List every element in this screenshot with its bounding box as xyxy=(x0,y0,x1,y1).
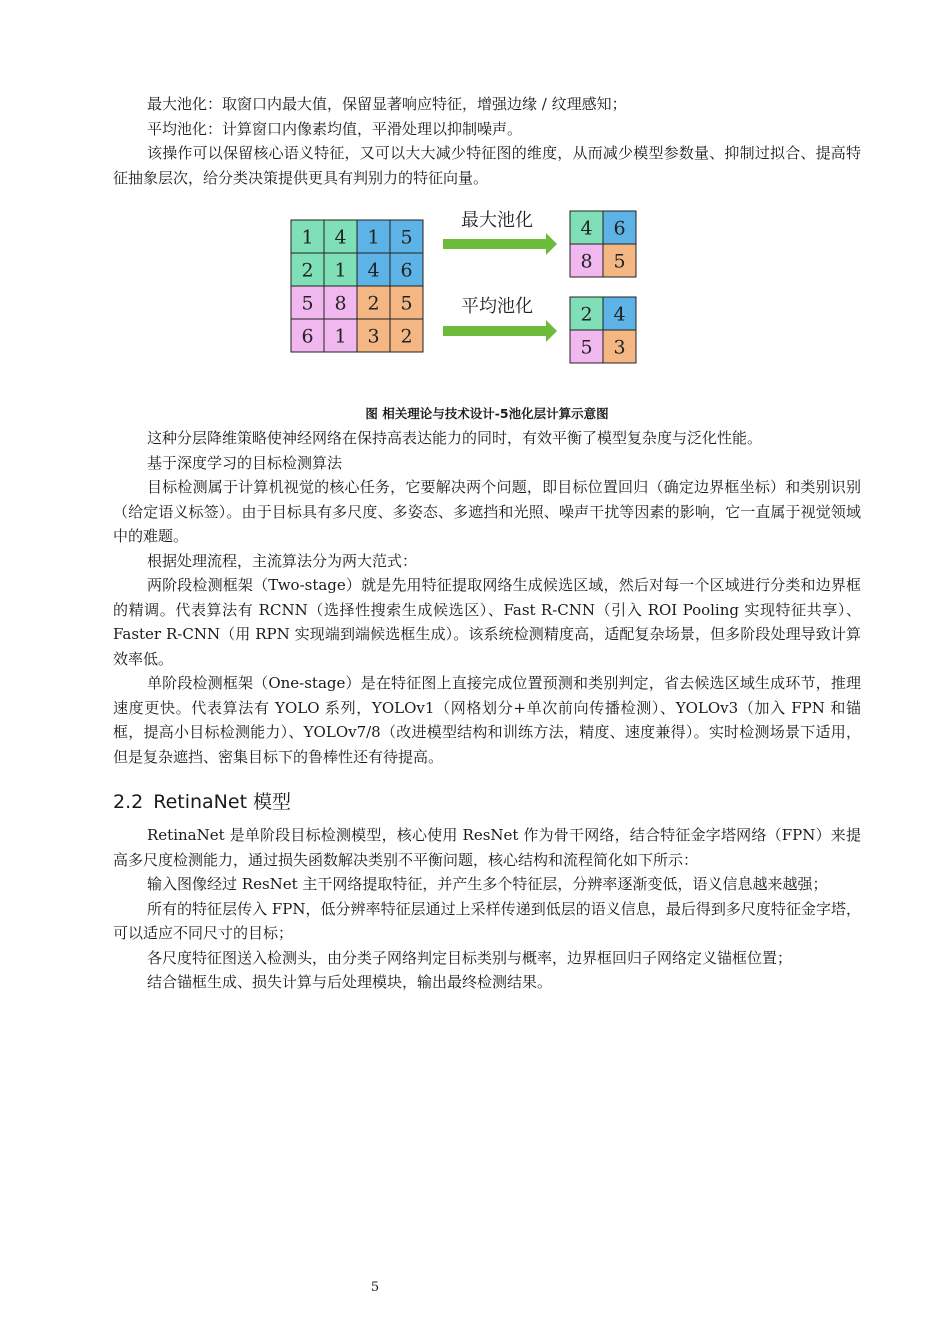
avg-pool-label: 平均池化 xyxy=(461,296,533,317)
grid-cell xyxy=(324,319,357,352)
grid-cell-value: 6 xyxy=(400,259,413,282)
grid-cell-value: 5 xyxy=(301,292,314,315)
pooling-figure xyxy=(280,205,660,375)
page-number: 5 xyxy=(370,1280,380,1295)
grid-cell xyxy=(357,286,390,319)
grid-cell-value: 8 xyxy=(334,292,347,315)
avg-pool-arrow xyxy=(443,320,557,342)
grid-cell xyxy=(291,319,324,352)
grid-cell xyxy=(291,220,324,253)
grid-cell xyxy=(324,286,357,319)
max-pool-output-grid xyxy=(570,211,636,277)
grid-cell-value: 1 xyxy=(367,226,380,249)
text-block-pooling xyxy=(113,92,861,190)
grid-cell-value: 4 xyxy=(367,259,380,282)
grid-cell xyxy=(603,244,636,277)
grid-cell xyxy=(570,297,603,330)
grid-cell-value: 2 xyxy=(580,303,593,326)
paragraph: 最大池化：取窗口内最大值，保留显著响应特征，增强边缘 / 纹理感知； xyxy=(147,95,627,113)
grid-cell-value: 2 xyxy=(400,325,413,348)
paragraph: 两阶段检测框架（Two-stage）就是先用特征提取网络生成候选区域，然后对每一个区域进行分类和边界框的精调。代表算法有 RCNN（选择性搜索生成候选区）、Fast R-CNN（引入 ROI Pooling 实现特征共享）、Faster R-CNN（用 RPN 实现端到端候选框生成）。该系统检测精度高，适配复杂场景，但多阶段处理导致计算效率低。 xyxy=(113,576,861,668)
grid-cell xyxy=(390,286,423,319)
grid-cell xyxy=(390,253,423,286)
grid-cell-value: 5 xyxy=(613,250,626,273)
grid-cell xyxy=(390,319,423,352)
grid-cell xyxy=(603,330,636,363)
grid-cell xyxy=(570,211,603,244)
grid-cell-value: 3 xyxy=(367,325,380,348)
grid-cell xyxy=(570,244,603,277)
paragraph: 所有的特征层传入 FPN，低分辨率特征层通过上采样传递到低层的语义信息，最后得到多尺度特征金字塔，可以适应不同尺寸的目标； xyxy=(113,899,861,942)
paragraph: 结合锚框生成、损失计算与后处理模块，输出最终检测结果。 xyxy=(147,973,553,991)
max-pool-arrow xyxy=(443,233,557,255)
section-heading xyxy=(113,787,291,814)
grid-cell xyxy=(324,253,357,286)
grid-cell-value: 2 xyxy=(301,259,314,282)
grid-cell xyxy=(603,211,636,244)
paragraph: 各尺度特征图送入检测头，由分类子网络判定目标类别与概率，边界框回归子网络定义锚框位置； xyxy=(147,948,793,967)
max-pool-label: 最大池化 xyxy=(461,210,533,231)
grid-cell-value: 5 xyxy=(400,292,413,315)
grid-cell-value: 6 xyxy=(613,217,626,240)
avg-pool-output-grid xyxy=(570,297,636,363)
grid-cell-value: 4 xyxy=(334,226,347,249)
paragraph: 基于深度学习的目标检测算法 xyxy=(147,453,343,472)
grid-cell xyxy=(291,253,324,286)
grid-cell xyxy=(324,220,357,253)
grid-cell xyxy=(390,220,423,253)
grid-cell-value: 5 xyxy=(400,226,413,249)
grid-cell-value: 3 xyxy=(613,336,626,359)
paragraph: 目标检测属于计算机视觉的核心任务，它要解决两个问题，即目标位置回归（确定边界框坐标）和类别识别（给定语义标签）。由于目标具有多尺度、多姿态、多遮挡和光照、噪声干扰等因素的影响，它一直属于视觉领域中的难题。 xyxy=(113,478,861,545)
grid-cell xyxy=(570,330,603,363)
paragraph: 根据处理流程，主流算法分为两大范式： xyxy=(147,551,418,570)
grid-cell-value: 1 xyxy=(301,226,314,249)
paragraph: RetinaNet 是单阶段目标检测模型，核心使用 ResNet 作为骨干网络，结合特征金字塔网络（FPN）来提高多尺度检测能力，通过损失函数解决类别不平衡问题，核心结构和流程简化如下所示： xyxy=(113,826,861,869)
paragraph: 平均池化：计算窗口内像素均值，平滑处理以抑制噪声。 xyxy=(147,119,523,138)
grid-cell xyxy=(357,319,390,352)
grid-cell-value: 6 xyxy=(301,325,314,348)
grid-cell-value: 4 xyxy=(580,217,593,240)
grid-cell xyxy=(357,253,390,286)
grid-cell-value: 4 xyxy=(613,303,626,326)
grid-cell-value: 8 xyxy=(580,250,593,273)
paragraph: 这种分层降维策略使神经网络在保持高表达能力的同时，有效平衡了模型复杂度与泛化性能。 xyxy=(147,429,763,447)
figure-caption: 图 相关理论与技术设计-5池化层计算示意图 xyxy=(365,406,609,421)
paragraph: 单阶段检测框架（One-stage）是在特征图上直接完成位置预测和类别判定，省去候选区域生成环节，推理速度更快。代表算法有 YOLO 系列，YOLOv1（网格划分+单次前向传播检测）、YOLOv3（加入 FPN 和锚框，提高小目标检测能力）、YOLOv7/8（改进模型结构和训练方法，精度、速度兼得）。实时检测场景下适用，但是复杂遮挡、密集目标下的鲁棒性还有待提高。 xyxy=(113,674,861,766)
grid-cell xyxy=(291,286,324,319)
grid-cell xyxy=(603,297,636,330)
section-number: 2.2 xyxy=(113,791,144,813)
grid-cell-value: 5 xyxy=(580,336,593,359)
grid-cell-value: 1 xyxy=(334,259,347,282)
grid-cell xyxy=(357,220,390,253)
input-grid xyxy=(291,220,423,352)
pooling-diagram xyxy=(280,205,660,375)
section-title: RetinaNet 模型 xyxy=(153,791,292,813)
text-block-retinanet xyxy=(113,823,861,995)
grid-cell-value: 2 xyxy=(367,292,380,315)
paragraph: 输入图像经过 ResNet 主干网络提取特征，并产生多个特征层，分辨率逐渐变低，语义信息越来越强； xyxy=(147,875,828,893)
text-block-detection xyxy=(113,426,861,769)
paragraph: 该操作可以保留核心语义特征，又可以大大减少特征图的维度，从而减少模型参数量、抑制过拟合、提高特征抽象层次，给分类决策提供更具有判别力的特征向量。 xyxy=(113,144,861,187)
grid-cell-value: 1 xyxy=(334,325,347,348)
